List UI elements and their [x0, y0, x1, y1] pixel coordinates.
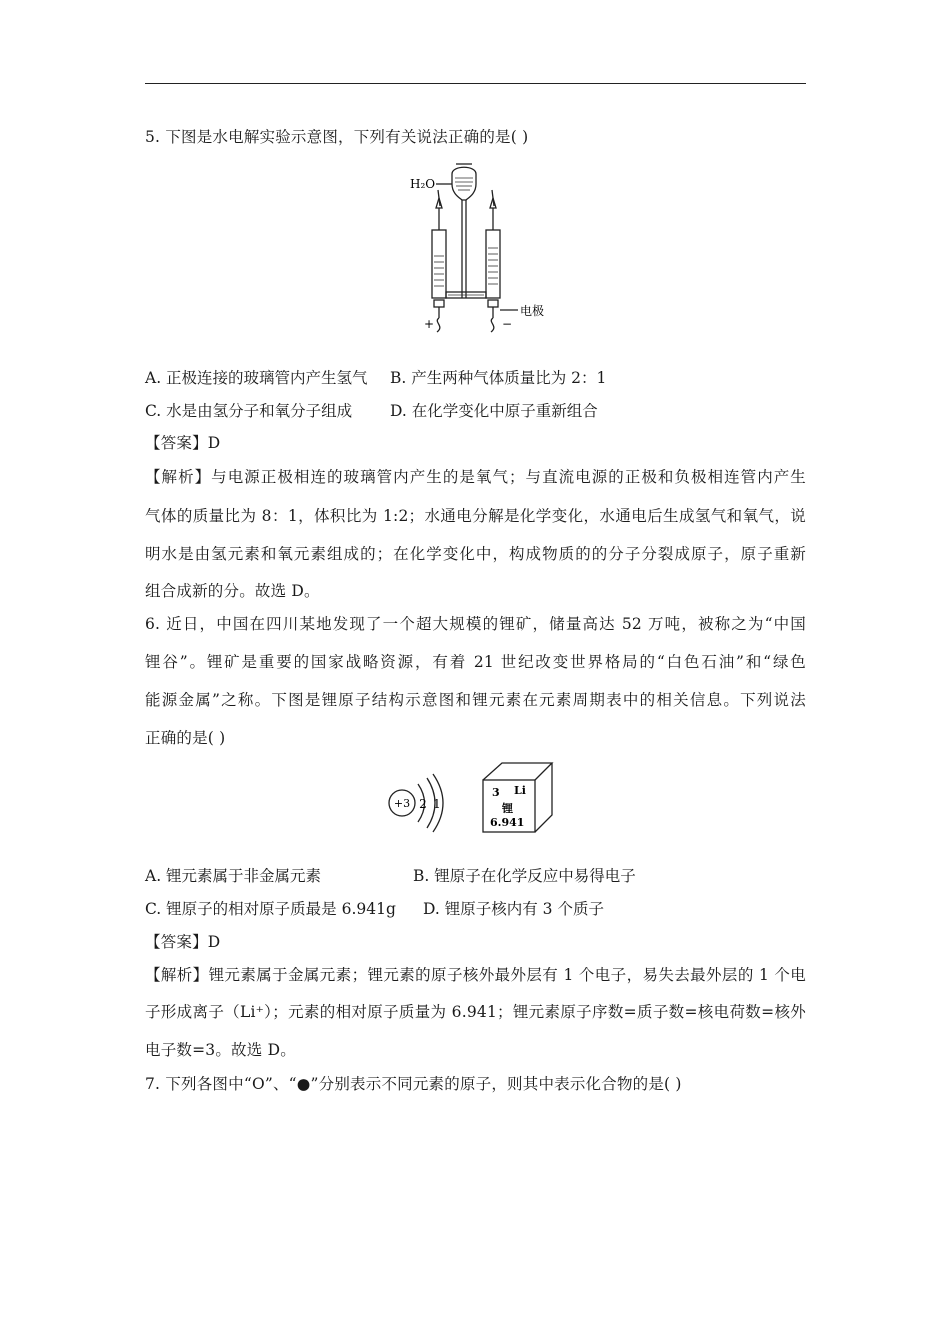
- q6-stem-line: 6. 近日，中国在四川某地发现了一个超大规模的锂矿，储量高达 52 万吨，被称之为“中国: [145, 615, 806, 633]
- electrode-label: 电极: [520, 304, 545, 318]
- q6-option-a: A. 锂元素属于非金属元素: [145, 867, 322, 885]
- q6-stem-line: 能源金属”之称。下图是锂原子结构示意图和锂元素在元素周期表中的相关信息。下列说法: [145, 691, 806, 709]
- q5-analysis-line: 气体的质量比为 8：1，体积比为 1:2；水通电分解是化学变化，水通电后生成氢气和氧气，说: [145, 507, 806, 525]
- atomic-number: 3: [492, 786, 500, 799]
- periodic-table-cell-lithium: [480, 760, 555, 835]
- element-symbol: Li: [514, 784, 526, 797]
- q5-analysis-line: 【解析】与电源正极相连的玻璃管内产生的是氧气；与直流电源的正极和负极相连管内产生: [145, 468, 806, 486]
- nucleus-charge: +3: [393, 797, 411, 810]
- q7-stem: 7. 下列各图中“O”、“●”分别表示不同元素的原子，则其中表示化合物的是( ): [145, 1075, 682, 1093]
- q5-option-d: D. 在化学变化中原子重新组合: [390, 402, 598, 420]
- q6-stem-line: 正确的是( ): [145, 729, 226, 747]
- plus-label: +: [424, 317, 435, 331]
- shell-1-electrons: 2: [419, 797, 427, 811]
- q5-option-a: A. 正极连接的玻璃管内产生氢气: [145, 369, 368, 387]
- element-name: 锂: [502, 802, 513, 815]
- q6-answer: 【答案】D: [145, 933, 221, 951]
- header-rule: [145, 83, 806, 84]
- q6-option-d: D. 锂原子核内有 3 个质子: [423, 900, 604, 918]
- q5-analysis-line: 明水是由氢元素和氧元素组成的；在化学变化中，构成物质的的分子分裂成原子，原子重新: [145, 545, 806, 563]
- shell-2-electrons: 1: [433, 797, 441, 811]
- q5-answer: 【答案】D: [145, 434, 221, 452]
- h2o-label: H₂O: [410, 177, 436, 191]
- q5-stem: 5. 下图是水电解实验示意图，下列有关说法正确的是( ): [145, 128, 529, 146]
- lithium-atom-structure-diagram: [385, 770, 465, 840]
- atomic-mass: 6.941: [490, 816, 525, 829]
- q6-stem-line: 锂谷”。锂矿是重要的国家战略资源，有着 21 世纪改变世界格局的“白色石油”和“绿色: [145, 653, 806, 671]
- minus-label: −: [502, 317, 513, 331]
- q6-option-c: C. 锂原子的相对原子质最是 6.941g: [145, 900, 396, 918]
- q6-option-b: B. 锂原子在化学反应中易得电子: [413, 867, 636, 885]
- electrolysis-apparatus-diagram: [400, 160, 570, 345]
- q6-analysis-line: 【解析】锂元素属于金属元素；锂元素的原子核外最外层有 1 个电子，易失去最外层的 1 个电: [145, 966, 806, 984]
- q5-option-c: C. 水是由氢分子和氧分子组成: [145, 402, 353, 420]
- q5-analysis-line: 组合成新的分。故选 D。: [145, 582, 320, 600]
- q6-analysis-line: 电子数=3。故选 D。: [145, 1041, 296, 1059]
- q6-analysis-line: 子形成离子（Li⁺）；元素的相对原子质量为 6.941；锂元素原子序数=质子数=核电荷数=核外: [145, 1003, 806, 1021]
- q5-option-b: B. 产生两种气体质量比为 2：1: [390, 369, 607, 387]
